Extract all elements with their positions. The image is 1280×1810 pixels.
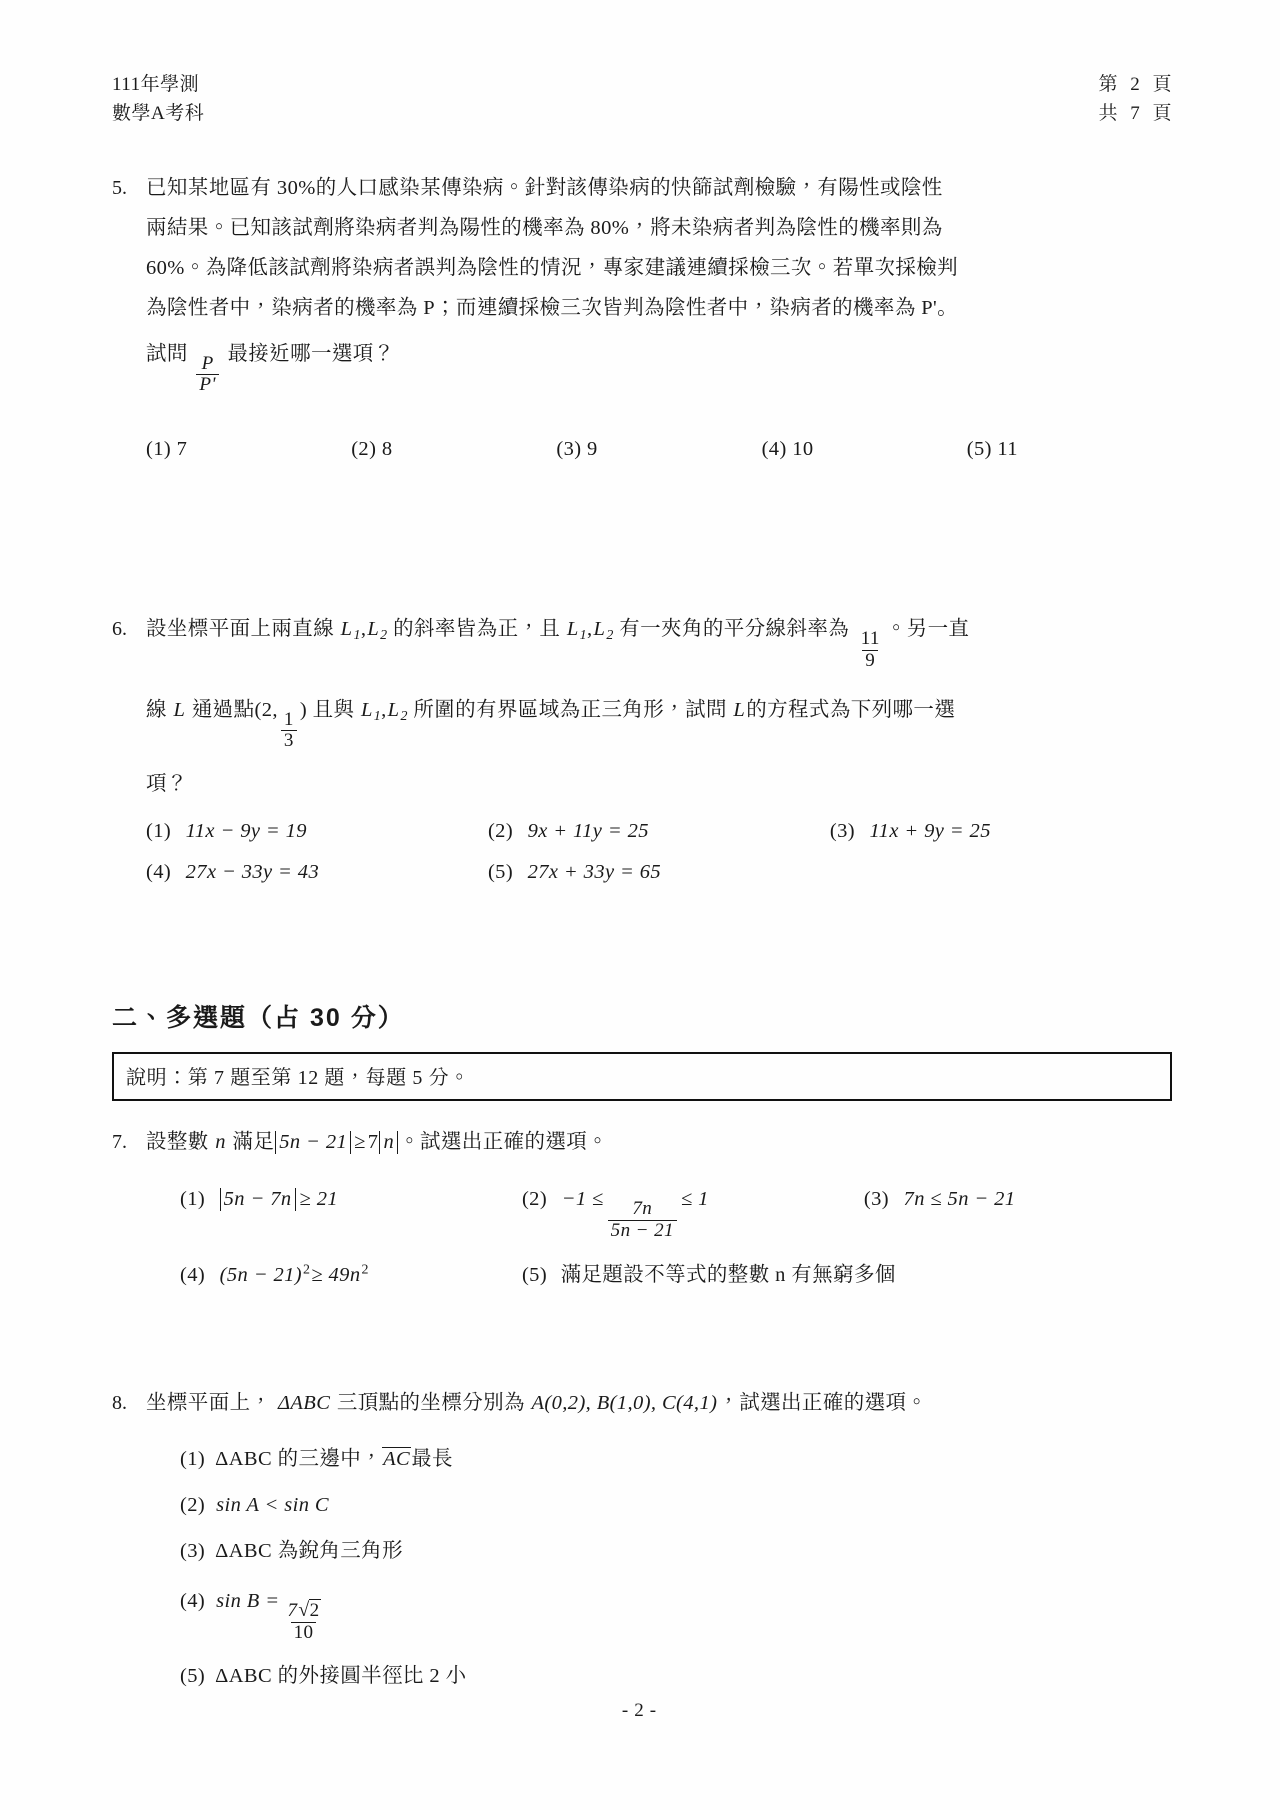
option-equation: 11x + 9y = 25 (869, 820, 991, 843)
option-value: 8 (381, 438, 393, 461)
option-label: (1) (180, 1188, 206, 1211)
option-label: (4) (180, 1590, 206, 1613)
page-content (112, 70, 1172, 1699)
q6-line1-comma: , (360, 618, 367, 641)
q8-stem-b: 三頂點的坐標分別為 (336, 1391, 525, 1414)
question-8-stem (146, 1384, 1172, 1424)
option-expression (215, 1436, 1172, 1482)
q6-line1-L1: L (340, 618, 353, 641)
question-6-line-3: 項？ (146, 773, 188, 796)
option-equation: 27x − 33y = 43 (185, 861, 320, 884)
q7-stem-n: n (215, 1131, 226, 1154)
sqrt-coefficient: 7 (287, 1600, 298, 1622)
ineq-right: ≤ 1 (680, 1188, 709, 1211)
q6-line2-e: 的方程式為下列哪一選 (746, 698, 956, 721)
question-8-option-4[interactable] (146, 1578, 1172, 1643)
option-label: (5) (180, 1664, 206, 1687)
question-5-line-4: 為陰性者中，染病者的機率為 P；而連續採檢三次皆判為陰性者中，染病者的機率為 P'。 (146, 296, 959, 319)
exam-year-label: 111年學測 (112, 74, 200, 95)
opt1-post: 最長 (411, 1447, 453, 1470)
section-note-box (112, 1052, 1172, 1101)
q6-line2-L-rep: L (733, 698, 746, 721)
question-7-body (146, 1123, 1172, 1296)
exam-subject-label: 數學A考科 (112, 103, 205, 125)
fraction-denominator: 5n − 21 (608, 1220, 677, 1241)
q8-stem-triangle: ΔABC (277, 1391, 331, 1414)
question-5-option-4[interactable] (762, 429, 967, 470)
opt1-pre: ΔABC 的三邊中， (215, 1447, 383, 1470)
question-6-line-2 (146, 691, 1172, 752)
ineq-left: −1 ≤ (561, 1188, 604, 1211)
option-label: (2) (180, 1493, 206, 1516)
q6-point-open: (2, (254, 698, 278, 721)
q6-line2-c: 且與 (312, 698, 355, 721)
total-prefix-label: 共 (1098, 103, 1118, 125)
q8-opt4-fraction (283, 1600, 323, 1642)
footer-right-dash: - (649, 1700, 659, 1721)
sin-lhs: sin B = (216, 1590, 280, 1613)
q6-line1-L2-rep: L (593, 618, 606, 641)
fraction-denominator: P' (196, 374, 219, 395)
question-6-body (146, 610, 1172, 893)
q7-stem-ge: ≥ (354, 1131, 366, 1154)
option-expression: 滿足題設不等式的整數 n 有無窮多個 (560, 1263, 896, 1286)
q6-line1-L1-rep: L (566, 618, 579, 641)
option-equation: 9x + 11y = 25 (527, 820, 649, 843)
q6-text-c: 有一夾角的平分線斜率為 (619, 618, 850, 641)
question-6-options-row-1 (146, 811, 1172, 852)
q6-line2-a: 線 (146, 698, 167, 721)
question-6-option-5[interactable] (488, 852, 830, 893)
radical-sign: √ (298, 1599, 310, 1622)
q6-line1-L2-sub-rep: 2 (606, 628, 614, 644)
question-6-option-4[interactable] (146, 852, 488, 893)
fraction-numerator: 1 (283, 708, 294, 730)
total-pages-indicator (1098, 99, 1172, 128)
question-5-option-1[interactable] (146, 429, 351, 470)
q6-line1-L1-sub: 1 (353, 628, 361, 644)
fraction-denominator: 3 (281, 730, 297, 751)
page-header (112, 70, 1172, 129)
option-label: (4) (761, 438, 787, 461)
question-5-option-5[interactable] (967, 429, 1172, 470)
option-expression (219, 1264, 369, 1286)
option-label: (1) (180, 1447, 206, 1470)
abs-inner: 5n − 7n (220, 1188, 296, 1211)
question-5-tail (146, 335, 1172, 396)
option-value: 9 (587, 438, 598, 461)
q6-line2-L2: L (387, 698, 400, 721)
option-label: (5) (966, 438, 992, 461)
question-7-options-row-1 (146, 1179, 1172, 1241)
q7-stem-b: 滿足 (232, 1131, 275, 1154)
question-7-stem (146, 1123, 1172, 1163)
question-8-option-2[interactable] (146, 1482, 1172, 1528)
footer-page-number: 2 (634, 1700, 646, 1721)
option-equation: 27x + 33y = 65 (527, 861, 662, 884)
square-rhs-exponent: 2 (361, 1262, 369, 1278)
question-7-number: 7. (112, 1131, 127, 1154)
option-label: (3) (829, 820, 856, 843)
question-5-line-1: 已知某地區有 30%的人口感染某傳染病。針對該傳染病的快篩試劑檢驗，有陽性或陰性 (146, 176, 943, 199)
question-5-number: 5. (112, 176, 127, 199)
option-label: (3) (863, 1188, 890, 1211)
question-6 (112, 610, 1172, 893)
question-7-option-4[interactable] (146, 1255, 522, 1296)
q6-line2-L: L (173, 698, 186, 721)
option-expression: ΔABC 為銳角三角形 (215, 1540, 403, 1563)
q6-line2-d: 所圍的有界區域為正三角形，試問 (413, 698, 727, 721)
overline-segment: AC (383, 1447, 411, 1470)
sqrt-icon (298, 1600, 320, 1621)
option-expression (215, 1578, 1172, 1643)
q6-line1-L1-sub-rep: 1 (579, 628, 587, 644)
question-6-option-1[interactable] (146, 811, 488, 852)
question-6-options-row-2 (146, 852, 1172, 893)
option-expression: ΔABC 的外接圓半徑比 2 小 (215, 1664, 467, 1687)
fraction-numerator: 11 (860, 628, 880, 650)
page-number-value: 2 (1130, 74, 1141, 95)
footer-left-dash: - (621, 1700, 631, 1721)
option-expression (561, 1188, 710, 1241)
question-6-option-3[interactable] (830, 811, 1172, 852)
question-6-number: 6. (112, 618, 127, 641)
option-value: 10 (792, 438, 814, 461)
question-6-line-1 (146, 610, 1172, 671)
option-label: (3) (180, 1540, 206, 1563)
option-label: (4) (180, 1263, 206, 1286)
question-5-line-3: 60%。為降低該試劑將染病者誤判為陰性的情況，專家建議連續採檢三次。若單次採檢判 (146, 256, 959, 279)
question-5-ratio-fraction (196, 354, 219, 395)
fraction-numerator: P (201, 352, 214, 374)
q8-stem-c: ，試選出正確的選項。 (718, 1391, 928, 1414)
q8-stem-coordinates: A(0,2), B(1,0), C(4,1) (531, 1391, 718, 1414)
q7-stem-seven: 7 (367, 1131, 379, 1154)
question-7-option-2[interactable] (522, 1179, 864, 1241)
option-label: (2) (521, 1188, 548, 1211)
fraction-denominator: 9 (862, 650, 878, 671)
q7-stem-abs-right: n (379, 1131, 398, 1154)
q6-text-a: 設坐標平面上兩直線 (146, 618, 335, 641)
question-5 (112, 169, 1172, 470)
q6-line2-b: 通過點 (191, 698, 255, 721)
q6-line1-L2: L (367, 618, 380, 641)
q6-point-close: ) (299, 698, 308, 721)
question-5-option-2[interactable] (351, 429, 556, 470)
option-equation: 11x − 9y = 19 (185, 820, 307, 843)
question-5-option-3[interactable] (556, 429, 761, 470)
question-7-option-5[interactable] (522, 1255, 1206, 1296)
option-value: 11 (997, 438, 1018, 461)
q6-line2-L1: L (360, 698, 373, 721)
q6-line1-L2-sub: 2 (380, 628, 388, 644)
q6-text-d: 。另一直 (885, 618, 970, 641)
option-value: 7 (176, 438, 188, 461)
radicand: 2 (309, 1600, 320, 1622)
total-pages-value: 7 (1130, 103, 1141, 125)
q6-line1-comma-rep: , (587, 618, 593, 641)
question-5-tail-suffix: 最接近哪一選項？ (227, 342, 395, 365)
option-label: (1) (146, 820, 172, 843)
question-7-options-row-2 (146, 1255, 1172, 1296)
q7-stem-c: 。試選出正確的選項。 (399, 1131, 609, 1154)
option-expression (219, 1188, 339, 1210)
square-exponent: 2 (302, 1262, 311, 1278)
page-unit-label: 頁 (1152, 74, 1172, 95)
question-5-options (146, 429, 1172, 470)
q8-stem-a: 坐標平面上， (146, 1391, 272, 1414)
option-label: (5) (521, 1263, 548, 1286)
fraction-numerator: 7n (632, 1198, 653, 1220)
question-7-option-1[interactable] (146, 1179, 522, 1241)
q7-stem-a: 設整數 (146, 1131, 209, 1154)
q7-opt2-fraction (608, 1199, 677, 1240)
page-prefix-label: 第 (1098, 74, 1118, 95)
question-8 (112, 1384, 1172, 1699)
page-footer (0, 1700, 1280, 1722)
fraction-denominator: 10 (291, 1622, 317, 1643)
question-6-options-spacer (830, 852, 1172, 893)
fraction-numerator (283, 1600, 323, 1621)
option-expression: 7n ≤ 5n − 21 (903, 1188, 1016, 1211)
question-8-option-3[interactable] (146, 1528, 1172, 1574)
question-7-option-3[interactable] (864, 1179, 1206, 1241)
header-right (1098, 70, 1172, 129)
question-8-number: 8. (112, 1391, 127, 1414)
q6-slope-fraction (858, 629, 883, 670)
question-8-body (146, 1384, 1172, 1699)
square-rhs: ≥ 49n (311, 1263, 361, 1286)
abs-rhs: ≥ 21 (299, 1188, 339, 1211)
question-5-tail-prefix: 試問 (146, 342, 188, 365)
q6-line2-L2-sub: 2 (400, 708, 408, 724)
header-left (112, 70, 204, 129)
q7-stem-abs-left: 5n − 21 (275, 1131, 351, 1154)
section-title-multiple-choice: 二、多選題（占 30 分） (112, 1004, 405, 1033)
option-label: (3) (556, 438, 582, 461)
option-label: (1) (146, 438, 172, 461)
page-indicator (1098, 70, 1172, 99)
question-7 (112, 1123, 1172, 1296)
option-label: (2) (351, 438, 377, 461)
q6-point-fraction (281, 710, 297, 751)
q6-line2-comma: , (381, 698, 387, 721)
option-label: (4) (146, 861, 172, 884)
question-5-line-2: 兩結果。已知該試劑將染病者判為陽性的機率為 80%，將未染病者判為陰性的機率則為 (146, 216, 943, 239)
question-5-body (146, 169, 1172, 470)
question-8-option-1[interactable] (146, 1436, 1172, 1482)
option-expression: sin A < sin C (216, 1493, 329, 1516)
square-base: (5n − 21) (219, 1263, 302, 1286)
question-8-option-5[interactable] (146, 1653, 1172, 1699)
q6-text-b: 的斜率皆為正，且 (393, 618, 561, 641)
q6-line2-L1-sub: 1 (373, 708, 382, 724)
option-label: (2) (487, 820, 514, 843)
question-6-option-2[interactable] (488, 811, 830, 852)
total-unit-label: 頁 (1152, 103, 1172, 125)
option-label: (5) (487, 861, 514, 884)
section-note-text: 說明：第 7 題至第 12 題，每題 5 分。 (126, 1067, 470, 1090)
